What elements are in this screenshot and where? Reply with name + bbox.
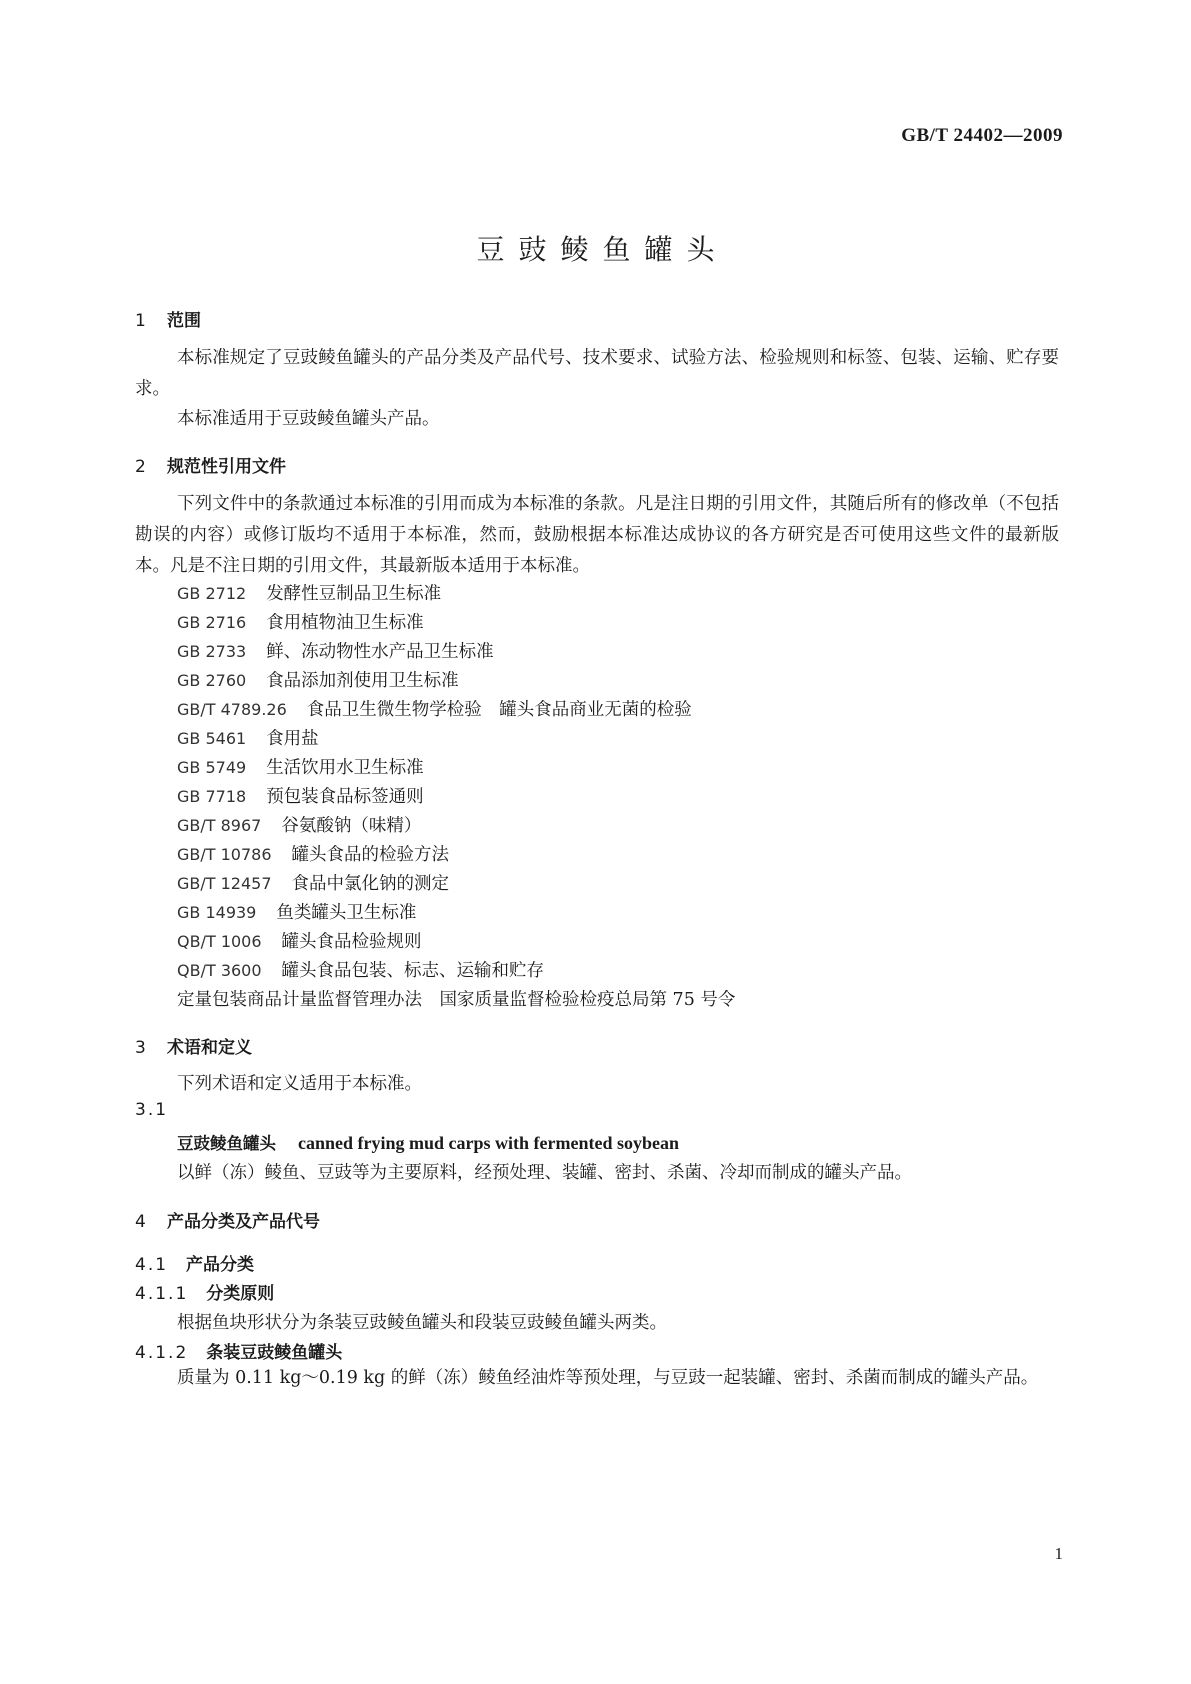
reference-title: 鲜、冻动物性水产品卫生标准 [266,642,494,662]
reference-item [177,754,424,779]
section-number: 1 [135,311,146,331]
section-number: 4.1.1 [135,1284,189,1304]
reference-item [177,725,319,750]
reference-title: 罐头食品检验规则 [281,932,422,952]
reference-title: 食用盐 [266,729,319,749]
term-entry [177,1130,679,1154]
term-chinese: 豆豉鲮鱼罐头 [177,1134,276,1153]
section-number: 4.1.2 [135,1343,189,1363]
reference-title: 食品卫生微生物学检验 罐头食品商业无菌的检验 [306,700,692,720]
reference-item [177,667,459,692]
term-english: canned frying mud carps with fermented soybean [298,1133,679,1153]
reference-code: GB 7718 [177,787,247,806]
reference-item [177,638,494,663]
reference-code: GB 2712 [177,584,247,603]
subsection-4-1-heading [135,1250,254,1275]
subsection-3-1-number [135,1100,186,1120]
section-1-para-2: 本标准适用于豆豉鲮鱼罐头产品。 [177,409,440,429]
reference-item [177,928,422,953]
section-4-heading [135,1207,320,1232]
section-number: 3.1 [135,1100,169,1120]
reference-title: 食品中氯化钠的测定 [291,874,450,894]
reference-title: 生活饮用水卫生标准 [266,758,424,778]
reference-title: 食品添加剂使用卫生标准 [266,671,459,691]
reference-title: 食用植物油卫生标准 [266,613,424,633]
reference-code: GB/T 4789.26 [177,700,287,719]
reference-title: 谷氨酸钠（味精） [281,816,422,836]
reference-code: GB 2760 [177,671,247,690]
reference-item [177,870,449,895]
page-number: 1 [1054,1544,1063,1563]
section-title: 范围 [167,311,201,331]
section-title: 产品分类及产品代号 [167,1212,320,1232]
section-2-heading [135,452,286,477]
reference-item [177,580,441,605]
reference-code: GB/T 12457 [177,874,272,893]
reference-item [177,957,544,982]
reference-title: 预包装食品标签通则 [266,787,424,807]
reference-item [177,899,416,924]
reference-item [177,609,424,634]
section-3-heading [135,1033,252,1058]
section-title: 术语和定义 [167,1038,252,1058]
section-3-intro: 下列术语和定义适用于本标准。 [177,1074,422,1094]
reference-code: QB/T 3600 [177,961,262,980]
reference-code: GB/T 8967 [177,816,262,835]
reference-code: GB 2716 [177,613,247,632]
subsection-4-1-2-text: 质量为 0.11 kg～0.19 kg 的鲜（冻）鲮鱼经油炸等预处理，与豆豉一起装罐、密封、杀菌而制成的罐头产品。 [177,1368,1039,1388]
section-1-para-1: 本标准规定了豆豉鲮鱼罐头的产品分类及产品代号、技术要求、试验方法、检验规则和标签、包装、运输、贮存要求。 [135,348,1059,399]
reference-item-regulation: 定量包装商品计量监督管理办法 国家质量监督检验检疫总局第 75 号令 [177,990,736,1010]
reference-code: GB/T 10786 [177,845,272,864]
reference-item [177,783,424,808]
reference-item [177,696,692,721]
page-title: 豆豉鲮鱼罐头 [476,233,729,266]
reference-title: 发酵性豆制品卫生标准 [266,584,442,604]
section-title: 条装豆豉鲮鱼罐头 [206,1343,343,1363]
reference-code: QB/T 1006 [177,932,262,951]
section-title: 产品分类 [186,1255,255,1275]
section-number: 4 [135,1212,146,1232]
section-number: 2 [135,457,146,477]
reference-item [177,841,449,866]
reference-title: 罐头食品的检验方法 [291,845,450,865]
reference-title: 鱼类罐头卫生标准 [276,903,417,923]
reference-code: GB 2733 [177,642,247,661]
standard-code: GB/T 24402—2009 [901,125,1063,146]
section-title: 规范性引用文件 [167,457,286,477]
reference-code: GB 14939 [177,903,257,922]
subsection-4-1-2-heading [135,1338,342,1363]
section-title: 分类原则 [206,1284,275,1304]
section-1-heading [135,306,201,331]
term-definition: 以鲜（冻）鲮鱼、豆豉等为主要原料，经预处理、装罐、密封、杀菌、冷却而制成的罐头产品。 [177,1163,912,1183]
reference-item [177,812,421,837]
section-2-intro: 下列文件中的条款通过本标准的引用而成为本标准的条款。凡是注日期的引用文件，其随后所有的修改单（不包括勘误的内容）或修订版均不适用于本标准，然而，鼓励根据本标准达成协议的各方研究是否可使用这些文件的最新版本。凡是不注日期的引用文件，其最新版本适用于本标准。 [135,494,1059,576]
section-number: 4.1 [135,1255,169,1275]
reference-code: GB 5749 [177,758,247,777]
reference-code: GB 5461 [177,729,247,748]
section-number: 3 [135,1038,146,1058]
reference-title: 罐头食品包装、标志、运输和贮存 [281,961,545,981]
subsection-4-1-1-heading [135,1279,274,1304]
subsection-4-1-1-text: 根据鱼块形状分为条装豆豉鲮鱼罐头和段装豆豉鲮鱼罐头两类。 [177,1313,667,1333]
